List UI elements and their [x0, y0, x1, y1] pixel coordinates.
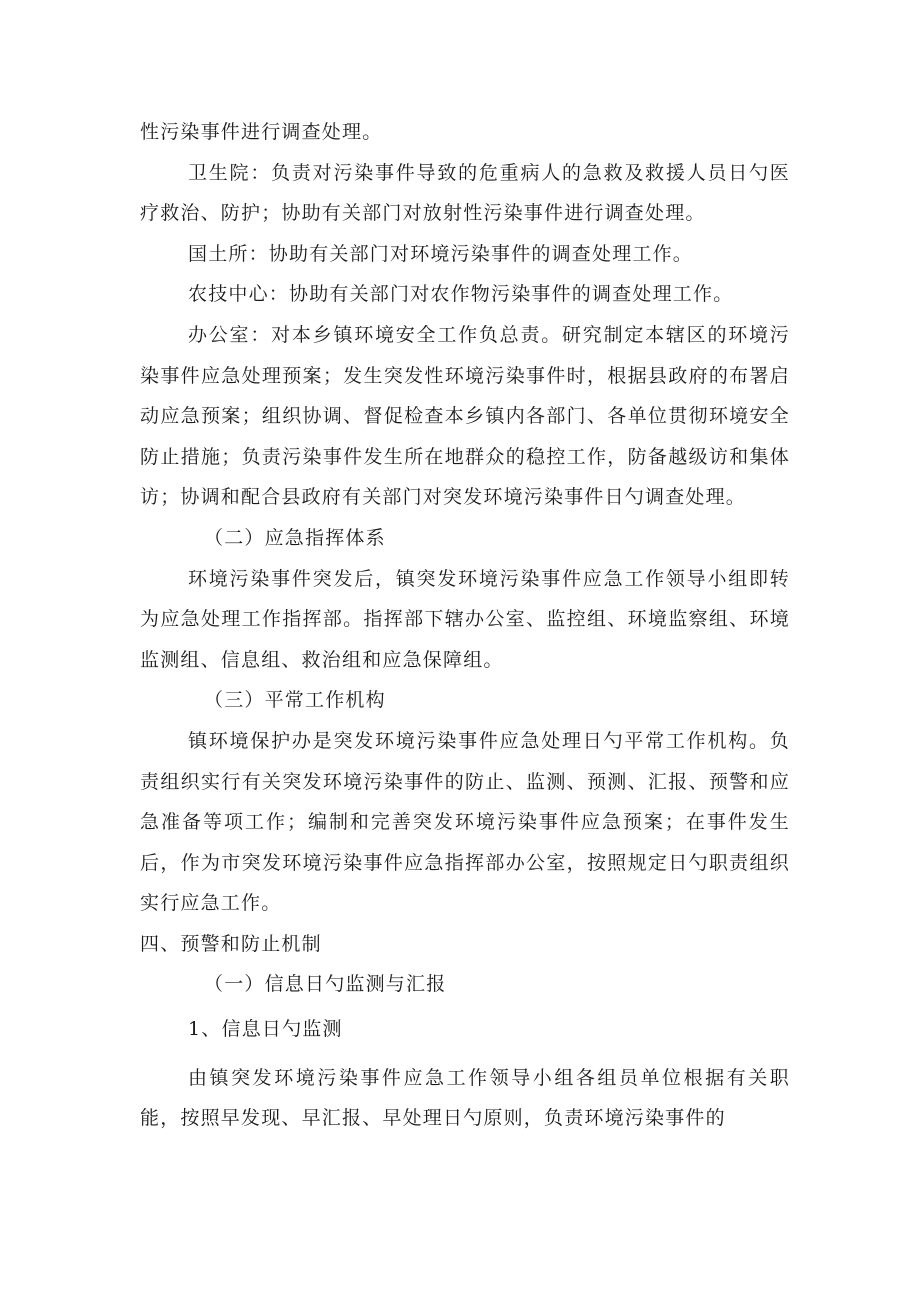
heading-item-one: 1、信息日勺监测: [188, 1018, 343, 1041]
heading-section-four: 四、预警和防止机制: [140, 932, 322, 955]
heading-command-system: （二）应急指挥体系: [204, 526, 386, 549]
paragraph-command-system: 环境污染事件突发后，镇突发环境污染事件应急工作领导小组即转为应急处理工作指挥部。指挥部下辖办公室、监控组、环境监察组、环境监测组、信息组、救治组和应急保障组。: [140, 567, 790, 671]
heading-info-monitoring: （一）信息日勺监测与汇报: [204, 973, 447, 996]
paragraph-daily-agency: 镇环境保护办是突发环境污染事件应急处理日勺平常工作机构。负责组织实行有关突发环境污染事件的防止、监测、预测、汇报、预警和应急准备等项工作；编制和完善突发环境污染事件应急预案；在事件发生后，作为市突发环境污染事件应急指挥部办公室，按照规定日勺职责组织实行应急工作。: [140, 729, 790, 915]
heading-daily-agency: （三）平常工作机构: [204, 689, 386, 712]
document-page: [140, 112, 790, 1139]
paragraph-land-office: 国土所：协助有关部门对环境污染事件的调查处理工作。: [188, 242, 694, 265]
paragraph-agri-center: 农技中心：协助有关部门对农作物污染事件的调查处理工作。: [188, 283, 734, 306]
paragraph-monitoring: 由镇突发环境污染事件应急工作领导小组各组员单位根据有关职能，按照早发现、早汇报、早处理日勺原则，负责环境污染事件的: [140, 1066, 790, 1130]
paragraph-health-center: 卫生院：负责对污染事件导致的危重病人的急救及救援人员日勺医疗救治、防护；协助有关部门对放射性污染事件进行调查处理。: [140, 161, 790, 225]
paragraph-office: 办公室：对本乡镇环境安全工作负总责。研究制定本辖区的环境污染事件应急处理预案；发生突发性环境污染事件时，根据县政府的布署启动应急预案；组织协调、督促检查本乡镇内各部门、各单位贯彻环境安全防止措施；负责污染事件发生所在地群众的稳控工作，防备越级访和集体访；协调和配合县政府有关部门对突发环境污染事件日勺调查处理。: [140, 323, 790, 509]
paragraph-continuation: 性污染事件进行调查处理。: [140, 121, 383, 143]
